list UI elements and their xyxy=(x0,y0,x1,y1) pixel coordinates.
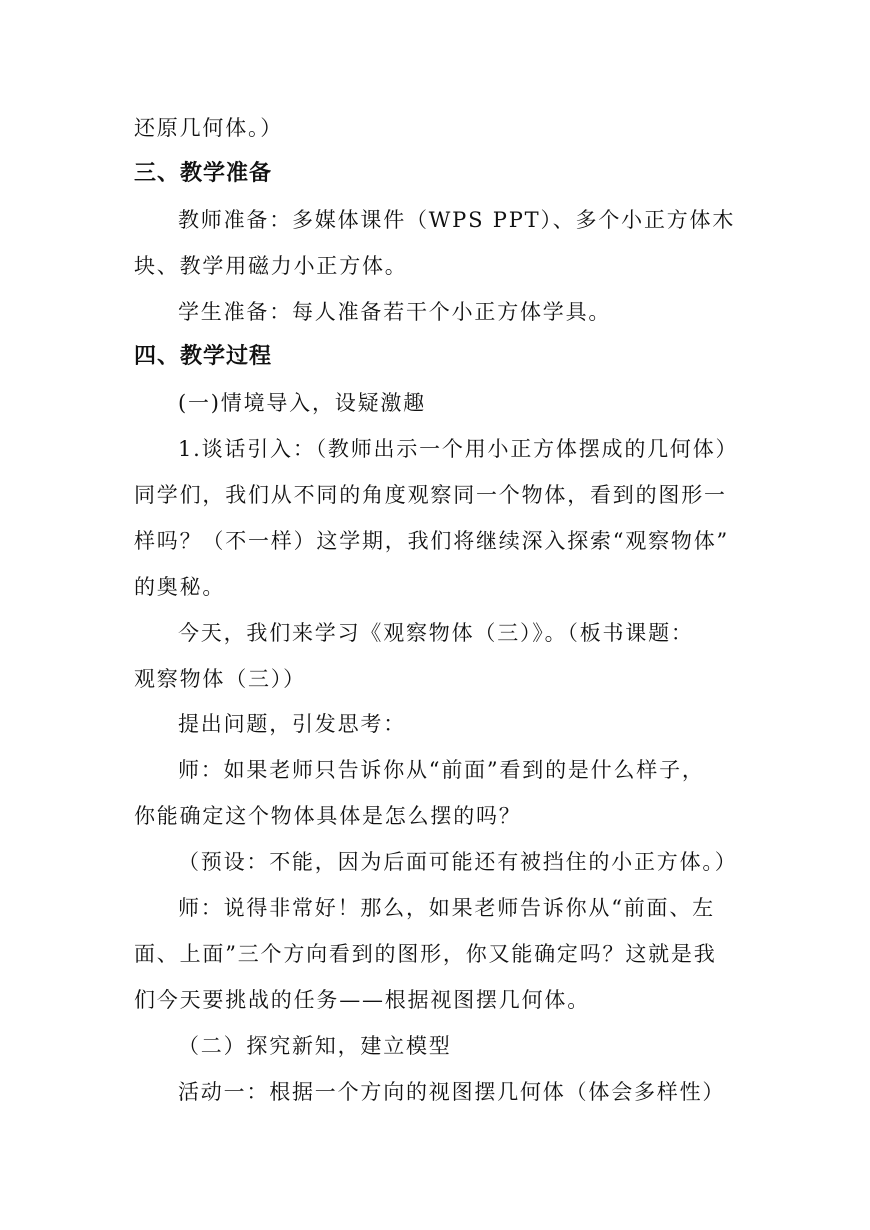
paragraph-line: 学生准备：每人准备若干个小正方体学具。 xyxy=(178,300,612,324)
paragraph-line: 1.谈话引入：（教师出示一个用小正方体摆成的几何体） xyxy=(178,437,739,461)
subsection-heading: (一)情境导入，设疑激趣 xyxy=(178,391,426,415)
paragraph-line: 你能确定这个物体具体是怎么摆的吗？ xyxy=(134,804,522,828)
paragraph-line: 活动一：根据一个方向的视图摆几何体（体会多样性） xyxy=(178,1080,726,1104)
paragraph-line: 块、教学用磁力小正方体。 xyxy=(134,254,408,278)
paragraph-line: 同学们，我们从不同的角度观察同一个物体，看到的图形一 xyxy=(134,483,727,507)
paragraph-line: 提出问题，引发思考： xyxy=(178,712,406,736)
paragraph-line: 面、上面”三个方向看到的图形，你又能确定吗？这就是我 xyxy=(134,942,717,966)
paragraph-line: 师：如果老师只告诉你从“前面”看到的是什么样子， xyxy=(178,758,705,782)
paragraph-line: 样吗？（不一样）这学期，我们将继续深入探索“观察物体” xyxy=(134,529,730,553)
paragraph-line: 师：说得非常好！那么，如果老师告诉你从“前面、左 xyxy=(178,896,715,920)
paragraph-line: 们今天要挑战的任务——根据视图摆几何体。 xyxy=(134,988,590,1012)
paragraph-line: 教师准备：多媒体课件（WPS PPT）、多个小正方体木 xyxy=(178,208,736,232)
subsection-heading: （二）探究新知，建立模型 xyxy=(178,1034,452,1058)
paragraph-line: 还原几何体。） xyxy=(134,116,284,140)
section-heading: 三、教学准备 xyxy=(134,161,273,186)
paragraph-line: 今天，我们来学习《观察物体（三）》。（板书课题： xyxy=(178,621,694,645)
section-heading: 四、教学过程 xyxy=(134,344,273,369)
paragraph-line: （预设：不能，因为后面可能还有被挡住的小正方体。） xyxy=(178,850,738,874)
paragraph-line: 的奥秘。 xyxy=(134,575,226,599)
paragraph-line: 观察物体（三）） xyxy=(134,667,306,691)
